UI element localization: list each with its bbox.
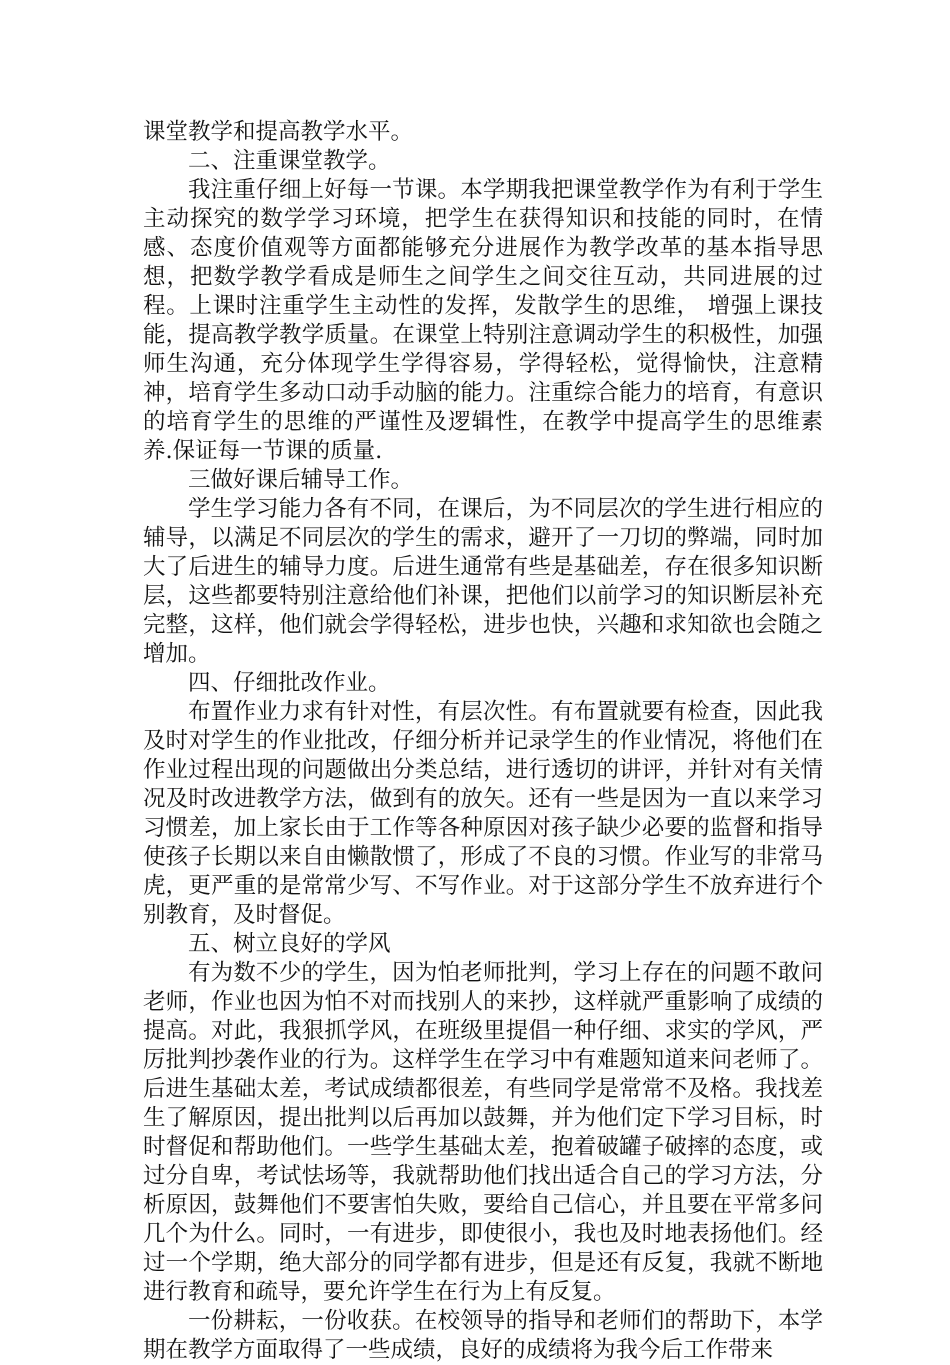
paragraph-study-style: 有为数不少的学生，因为怕老师批判，学习上存在的问题不敢问老师，作业也因为怕不对而找别人的来抄，这样就严重影响了成绩的提高。对此，我狠抓学风，在班级里提倡一种仔细、求实的学风，严厉批判抄袭作业的行为。这样学生在学习中有难题知道来问老师了。后进生基础太差，考试成绩都很差，有些同学是常常不及格。我找差生了解原因，提出批判以后再加以鼓舞，并为他们定下学习目标，时时督促和帮助他们。一些学生基础太差，抱着破罐子破摔的态度，或过分自卑，考试怯场等，我就帮助他们找出适合自己的学习方法，分析原因，鼓舞他们不要害怕失败，要给自己信心，并且要在平常多问几个为什么。同时，一有进步，即使很小，我也及时地表扬他们。经过一个学期，绝大部分的同学都有进步，但是还有反复，我就不断地进行教育和疏导，要允许学生在行为上有反复。 — [143, 960, 823, 1305]
document-page — [143, 118, 823, 1365]
paragraph-classroom: 我注重仔细上好每一节课。本学期我把课堂教学作为有利于学生主动探究的数学学习环境，把学生在获得知识和技能的同时，在情感、态度价值观等方面都能够充分进展作为教学改革的基本指导思想，把数学教学看成是师生之间学生之间交往互动，共同进展的过程。上课时注重学生主动性的发挥，发散学生的思维， 增强上课技能，提高教学教学质量。在课堂上特别注意调动学生的积极性，加强师生沟通，充分体现学生学得容易，学得轻松，觉得愉快，注意精神，培育学生多动口动手动脑的能力。注重综合能力的培育，有意识的培育学生的思维的严谨性及逻辑性，在教学中提高学生的思维素养.保证每一节课的质量. — [143, 177, 823, 464]
paragraph-tutoring: 学生学习能力各有不同，在课后，为不同层次的学生进行相应的辅导，以满足不同层次的学生的需求，避开了一刀切的弊端，同时加大了后进生的辅导力度。后进生通常有些是基础差，存在很多知识断层，这些都要特别注意给他们补课，把他们以前学习的知识断层补充完整，这样，他们就会学得轻松，进步也快，兴趣和求知欲也会随之增加。 — [143, 496, 823, 667]
paragraph-conclusion: 一份耕耘，一份收获。在校领导的指导和老师们的帮助下，本学期在教学方面取得了一些成绩，良好的成绩将为我今后工作带来 — [143, 1308, 823, 1363]
section-heading-2: 二、注重课堂教学。 — [188, 148, 391, 174]
section-heading-3: 三做好课后辅导工作。 — [188, 467, 414, 493]
section-heading-4: 四、仔细批改作业。 — [188, 670, 391, 696]
paragraph-continued: 课堂教学和提高教学水平。 — [143, 119, 414, 145]
section-heading-5: 五、树立良好的学风 — [188, 931, 391, 957]
paragraph-homework: 布置作业力求有针对性，有层次性。有布置就要有检查，因此我及时对学生的作业批改，仔细分析并记录学生的作业情况，将他们在作业过程出现的问题做出分类总结，进行透切的讲评，并针对有关情况及时改进教学方法，做到有的放矢。还有一些是因为一直以来学习习惯差，加上家长由于工作等各种原因对孩子缺少必要的监督和指导使孩子长期以来自由懒散惯了，形成了不良的习惯。作业写的非常马虎，更严重的是常常少写、不写作业。对于这部分学生不放弃进行个别教育，及时督促。 — [143, 699, 823, 928]
